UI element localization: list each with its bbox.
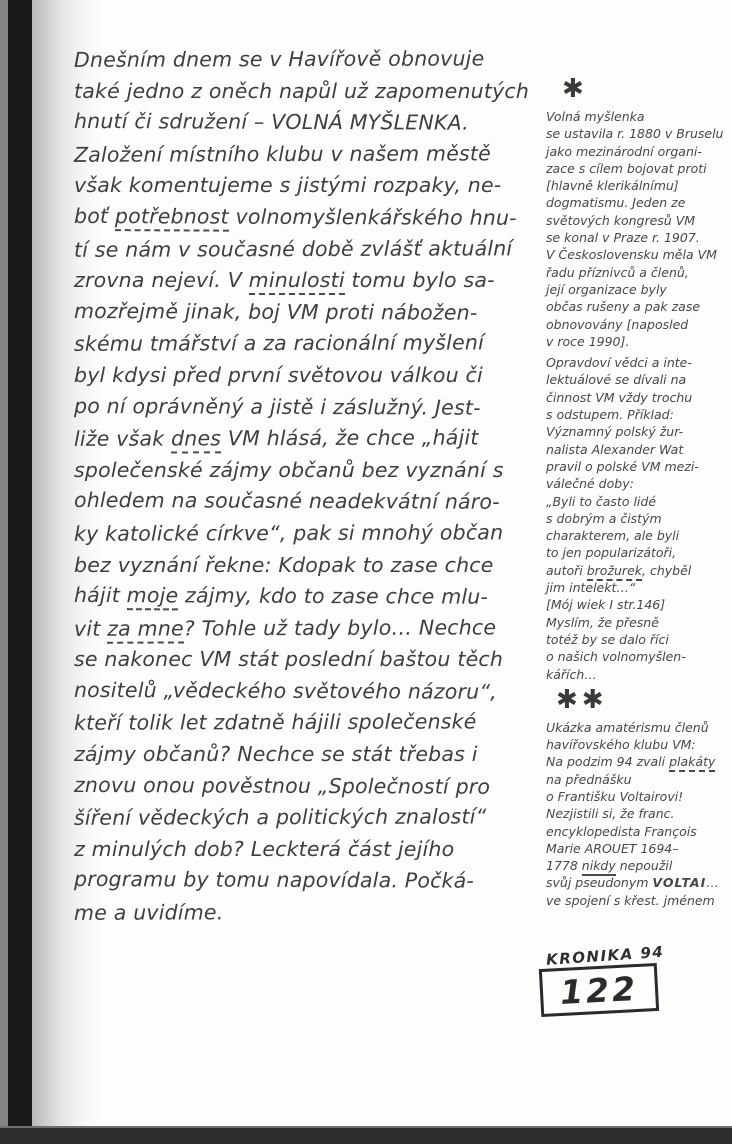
text-line: „Byli to často lidé <box>546 493 657 509</box>
emphasized-word: nikdy <box>582 858 616 876</box>
text-line: jako mezinárodní organi- <box>546 143 702 159</box>
text-line: s odstupem. Příklad: <box>546 407 674 423</box>
text-line: Marie AROUET 1694– <box>546 840 679 856</box>
text-line: jim intelekt…“ <box>546 580 636 596</box>
text-line: autoři brožurek, chyběl <box>546 562 732 579</box>
text-line: činnost VM vždy trochu <box>546 389 693 405</box>
margin-note-2 <box>546 354 732 683</box>
text-line: nositelů „vědeckého světového názoru“, <box>73 677 497 704</box>
text-line: zájmy občanů? Nechce se stát třebas i <box>74 742 478 767</box>
text-line: charakterem, ale byli <box>546 528 680 544</box>
text-line: boť potřebnost volnomyšlenkářského hnu- <box>73 203 517 230</box>
text-line: liže však dnes VM hlásá, že chce „hájit <box>74 422 556 455</box>
text-line: svůj pseudonym VOLTAI… <box>546 875 719 891</box>
text-line: zace s cílem bojovat proti <box>546 160 707 176</box>
main-handwritten-text <box>74 44 556 929</box>
text-line: společenské zájmy občanů bez vyznání s <box>74 457 504 482</box>
text-line: totéž by se dalo říci <box>546 631 669 647</box>
text-line: 1778 nikdy nepoužil <box>546 857 732 874</box>
text-line: nalista Alexander Wat <box>546 441 684 457</box>
emphasized-word: moje <box>127 583 179 610</box>
emphasized-word: brožurek <box>587 563 642 581</box>
emphasized-word: plakáty <box>669 754 715 772</box>
text-line: po ní oprávněný a jistě i záslužný. Jest- <box>73 393 481 420</box>
margin-notes-column <box>546 72 732 909</box>
text-line: hnutí či sdružení – VOLNÁ MYŠLENKA. <box>73 109 469 135</box>
text-line: hájit moje zájmy, kdo to zase chce mlu- <box>73 583 489 609</box>
text-line: se konal v Praze r. 1907. <box>546 230 700 246</box>
text-line: Volná myšlenka <box>546 109 645 124</box>
text-line: válečné doby: <box>546 476 634 492</box>
text-line: lektuálové se dívali na <box>546 372 687 388</box>
text-line: tí se nám v současné době zvlášť aktuální <box>73 235 513 262</box>
text-line: Založení místního klubu v našem městě <box>73 141 491 167</box>
asterisk-icon: ✱ <box>562 74 588 104</box>
emphasized-word: dnes <box>171 426 221 453</box>
page-number-box <box>539 963 659 1017</box>
text-line: se nakonec VM stát poslední baštou těch <box>74 647 504 672</box>
text-line: její organizace byly <box>546 281 667 297</box>
scan-edge-left <box>0 0 8 1144</box>
text-line: [hlavně klerikálnímu] <box>546 178 679 194</box>
book-spine-shadow <box>8 0 32 1144</box>
text-line: Opravdoví vědci a inte- <box>546 355 692 371</box>
text-line: s dobrým a čistým <box>546 510 662 526</box>
text-line: skému tmářství a za racionální myšlení <box>73 330 484 357</box>
margin-note-1 <box>546 108 732 350</box>
text-line: zrovna nejeví. V minulosti tomu bylo sa- <box>74 265 556 297</box>
text-line: řadu příznivců a členů, <box>546 264 689 280</box>
text-line: kářích… <box>546 666 597 682</box>
text-line: ky katolické církve“, pak si mnohý občan <box>73 520 504 546</box>
text-line: bez vyznání řekne: Kdopak to zase chce <box>74 552 494 577</box>
text-line: ve spojení s křest. jménem <box>546 892 715 908</box>
text-line: havířovského klubu VM: <box>546 737 696 753</box>
text-line: kteří tolik let zdatně hájili společenské <box>73 709 477 736</box>
text-line: světových kongresů VM <box>546 212 696 228</box>
emphasized-word: potřebnost <box>115 204 229 231</box>
text-line: také jedno z oněch napůl už zapomenutých <box>74 78 530 103</box>
text-line: obnovovány [naposled <box>546 316 689 332</box>
text-line: encyklopedista François <box>546 823 697 839</box>
text-line: dogmatismu. Jeden ze <box>546 195 686 211</box>
text-line: vit za mne? Tohle už tady bylo… Nechce <box>74 612 556 645</box>
text-line: znovu onou pověstnou „Společností pro <box>73 772 491 799</box>
text-line: mozřejmě jinak, boj VM proti nábožen- <box>73 298 478 325</box>
emphasized-word: za mne <box>107 616 184 643</box>
margin-note-3 <box>546 719 732 909</box>
scan-edge-bottom <box>0 1128 732 1144</box>
double-asterisk-icon: ✱✱ <box>556 684 608 715</box>
text-line: na přednášku <box>546 771 632 787</box>
page-number: 122 <box>559 968 639 1012</box>
emphasized-word: VOLTAI <box>652 875 707 891</box>
text-line: o našich volnomyšlen- <box>546 649 686 665</box>
text-line: ohledem na současné neadekvátní náro- <box>73 488 500 515</box>
text-line: byl kdysi před první světovou válkou či <box>74 362 483 387</box>
text-line: šíření vědeckých a politických znalostí“ <box>73 804 487 831</box>
text-line: se ustavila r. 1880 v Bruselu <box>546 126 724 142</box>
text-line: [Mój wiek I str.146] <box>546 597 666 613</box>
text-line: z minulých dob? Leckterá část jejího <box>74 836 455 861</box>
text-line: to jen popularizátoři, <box>546 545 677 561</box>
text-line: Ukázka amatérismu členů <box>546 719 709 735</box>
text-line: v roce 1990]. <box>546 333 630 349</box>
text-line: pravil o polské VM mezi- <box>546 458 699 474</box>
text-line: občas rušeny a pak zase <box>546 299 701 315</box>
emphasized-word: minulosti <box>249 268 345 295</box>
text-line: Myslím, že přesně <box>546 614 659 630</box>
text-line: Na podzim 94 zvali plakáty <box>546 753 732 770</box>
text-line: V Československu měla VM <box>546 247 717 263</box>
text-line: však komentujeme s jistými rozpaky, ne- <box>74 173 502 198</box>
text-line: me a uvidíme. <box>73 900 224 925</box>
text-line: Nezjistili si, že franc. <box>546 806 675 822</box>
chronicle-label: KRONIKA 94 <box>545 942 665 969</box>
chronicle-stamp <box>540 942 710 1014</box>
text-line: o Františku Voltairovi! <box>546 788 684 804</box>
text-line: Významný polský žur- <box>546 424 684 440</box>
text-line: programu by tomu napovídala. Počká- <box>73 867 475 894</box>
text-line: Dnešním dnem se v Havířově obnovuje <box>73 46 485 72</box>
